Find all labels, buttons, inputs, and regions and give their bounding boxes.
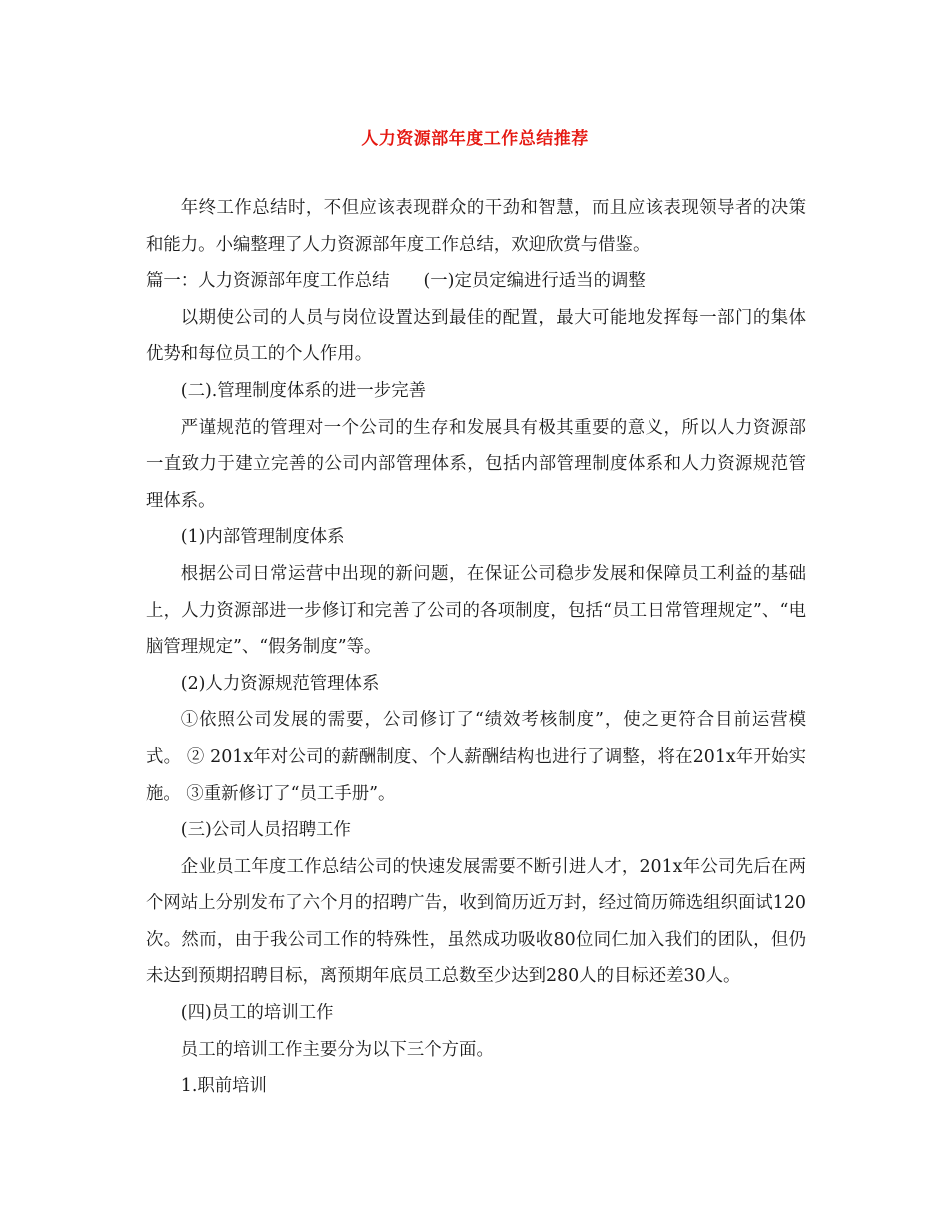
subsection-heading-1: (1)内部管理制度体系 [180, 527, 345, 548]
intro-paragraph: 年终工作总结时，不但应该表现群众的干劲和智慧，而且应该表现领导者的决策和能力。小编整理了人力资源部年度工作总结，欢迎欣赏与借鉴。 [146, 198, 806, 255]
document-body [146, 190, 806, 1105]
section-3-paragraph: 企业员工年度工作总结公司的快速发展需要不断引进人才，201x年公司先后在两个网站上分别发布了六个月的招聘广告，收到简历近万封，经过简历筛选组织面试120次。然而，由于我公司工作的特殊性，虽然成功吸收80位同仁加入我们的团队，但仍未达到预期招聘目标，离预期年底员工总数至少达到280人的目标还差30人。 [146, 856, 806, 987]
section-4-paragraph: 员工的培训工作主要分为以下三个方面。 [180, 1039, 494, 1060]
section-heading-4: (四)员工的培训工作 [180, 1003, 334, 1024]
chapter-line [146, 263, 806, 300]
section-2-paragraph: 严谨规范的管理对一个公司的生存和发展具有极其重要的意义，所以人力资源部一直致力于建立完善的公司内部管理体系，包括内部管理制度体系和人力资源规范管理体系。 [146, 417, 806, 511]
subsection-2-paragraph: ①依照公司发展的需要，公司修订了“绩效考核制度”，使之更符合目前运营模式。 ② 201x年对公司的薪酬制度、个人薪酬结构也进行了调整，将在201x年开始实施。 ③重新修订了“员工手册”。 [146, 710, 806, 804]
section-heading-2: (二).管理制度体系的进一步完善 [180, 380, 426, 401]
chapter-label: 篇一：人力资源部年度工作总结 [146, 271, 390, 292]
item-heading-1: 1.职前培训 [180, 1076, 267, 1097]
section-1-paragraph: 以期使公司的人员与岗位设置达到最佳的配置，最大可能地发挥每一部门的集体优势和每位员工的个人作用。 [146, 307, 806, 365]
document-title: 人力资源部年度工作总结推荐 [361, 129, 589, 149]
subsection-heading-2: (2)人力资源规范管理体系 [180, 673, 380, 694]
section-heading-1: (一)定员定编进行适当的调整 [423, 271, 646, 292]
subsection-1-paragraph: 根据公司日常运营中出现的新问题，在保证公司稳步发展和保障员工利益的基础上，人力资源部进一步修订和完善了公司的各项制度，包括“员工日常管理规定”、“电脑管理规定”、“假务制度”等。 [146, 563, 806, 658]
section-heading-3: (三)公司人员招聘工作 [180, 820, 351, 841]
